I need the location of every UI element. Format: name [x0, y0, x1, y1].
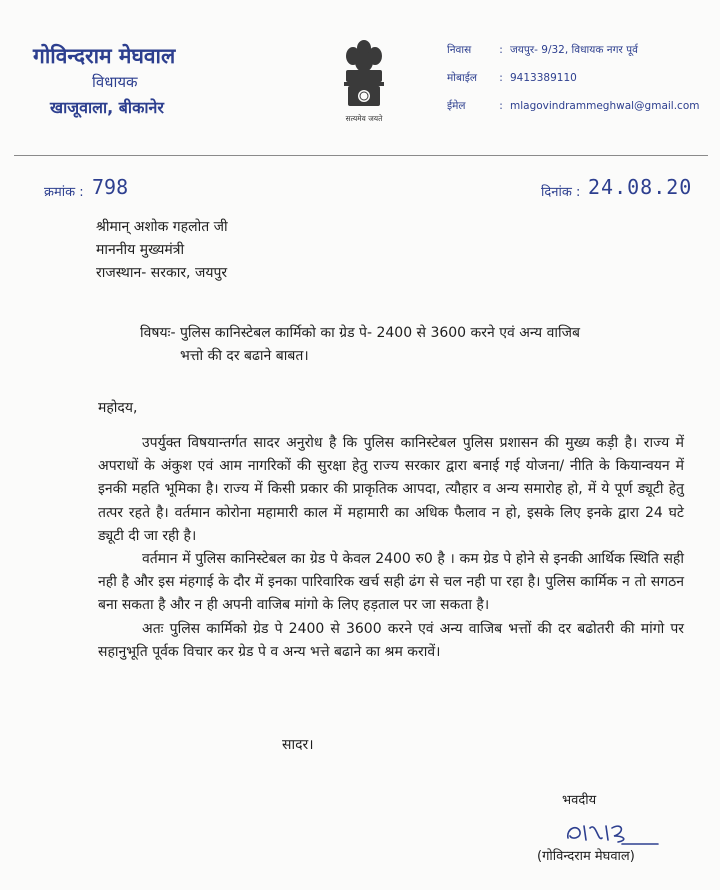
contact-label: मोबाईल — [447, 72, 477, 84]
addressee-line: श्रीमान् अशोक गहलोत जी — [96, 219, 228, 235]
letterhead-divider — [14, 155, 708, 156]
ref-number: 798 — [92, 175, 129, 199]
signature-icon — [562, 818, 662, 848]
subject-line: विषयः- पुलिस कानिस्टेबल कार्मिको का ग्रेड पे- 2400 से 3600 करने एवं अन्य वाजिब — [140, 325, 581, 341]
subject-line: भत्तो की दर बढाने बाबत। — [180, 348, 309, 364]
ref-label: क्रमांक : — [44, 185, 84, 200]
signatory-name: (गोविन्दराम मेघवाल) — [537, 849, 635, 864]
date-label: दिनांक : — [541, 185, 581, 200]
date-value: 24.08.20 — [588, 175, 693, 199]
contact-mobile — [447, 71, 577, 85]
body-paragraph: उपर्युक्त विषयान्तर्गत सादर अनुरोध है कि पुलिस कानिस्टेबल पुलिस प्रशासन की मुख्य कड़ी है। राज्य में अपराधों के अंकुश एवं आम नागरिकों की सुरक्षा हेतु राज्य सरकार द्वारा बनाई गई योजना/ नीति के कियान्वयन में इनकी महति भूमिका है। राज्य में किसी प्रकार की प्राकृतिक आपदा, त्यौहार व अन्य समारोह हो, में ये पूर्ण ड्यूटी हेतु तत्पर रहते है। वर्तमान कोरोना महामारी काल में महामारी का अधिक फैलाव न हो, इसके लिए इनके द्वारा 24 घटे ड्यूटी दी जा रही है। — [98, 435, 684, 544]
contact-value: जयपुर- 9/32, विधायक नगर पूर्व — [510, 44, 638, 56]
letter-body — [98, 432, 684, 664]
contact-sep: : — [499, 100, 503, 112]
body-paragraph: अतः पुलिस कार्मिको ग्रेड पे 2400 से 3600 करने एवं अन्य वाजिब भत्तों की दर बढोतरी की मांगो पर सहानुभूति पूर्वक विचार कर ग्रेड पे व अन्य भत्ते बढाने का श्रम करावें। — [98, 620, 684, 660]
contact-email — [447, 99, 699, 113]
addressee-line: माननीय मुख्यमंत्री — [96, 242, 185, 258]
contact-sep: : — [499, 72, 503, 84]
body-paragraph: वर्तमान में पुलिस कानिस्टेबल का ग्रेड पे केवल 2400 रु0 है । कम ग्रेड पे होने से इनकी आर्थिक स्थिति सही नही है और इस मंहगाई के दौर में इनका पारिवारिक खर्च सही ढंग से चल नही पा रहा है। पुलिस कार्मिक न तो सगठन बना सकता है और न ही अपनी वाजिब मांगो के लिए हड़ताल पर जा सकता है। — [98, 551, 684, 614]
designation: विधायक — [92, 73, 138, 91]
contact-value: mlagovindrammeghwal@gmail.com — [510, 100, 700, 112]
closing: सादर। — [282, 737, 314, 753]
contact-residence — [447, 43, 638, 57]
mla-name: गोविन्दराम मेघवाल — [33, 44, 176, 68]
contact-label: ईमेल — [447, 100, 466, 112]
contact-sep: : — [499, 44, 503, 56]
constituency: खाजूवाला, बीकानेर — [50, 98, 164, 117]
salutation: महोदय, — [98, 400, 138, 416]
contact-value: 9413389110 — [510, 72, 577, 84]
emblem-motto: सत्यमेव जयते — [345, 114, 383, 123]
contact-label: निवास — [447, 44, 472, 56]
signoff: भवदीय — [562, 793, 597, 808]
addressee-line: राजस्थान- सरकार, जयपुर — [96, 265, 228, 281]
